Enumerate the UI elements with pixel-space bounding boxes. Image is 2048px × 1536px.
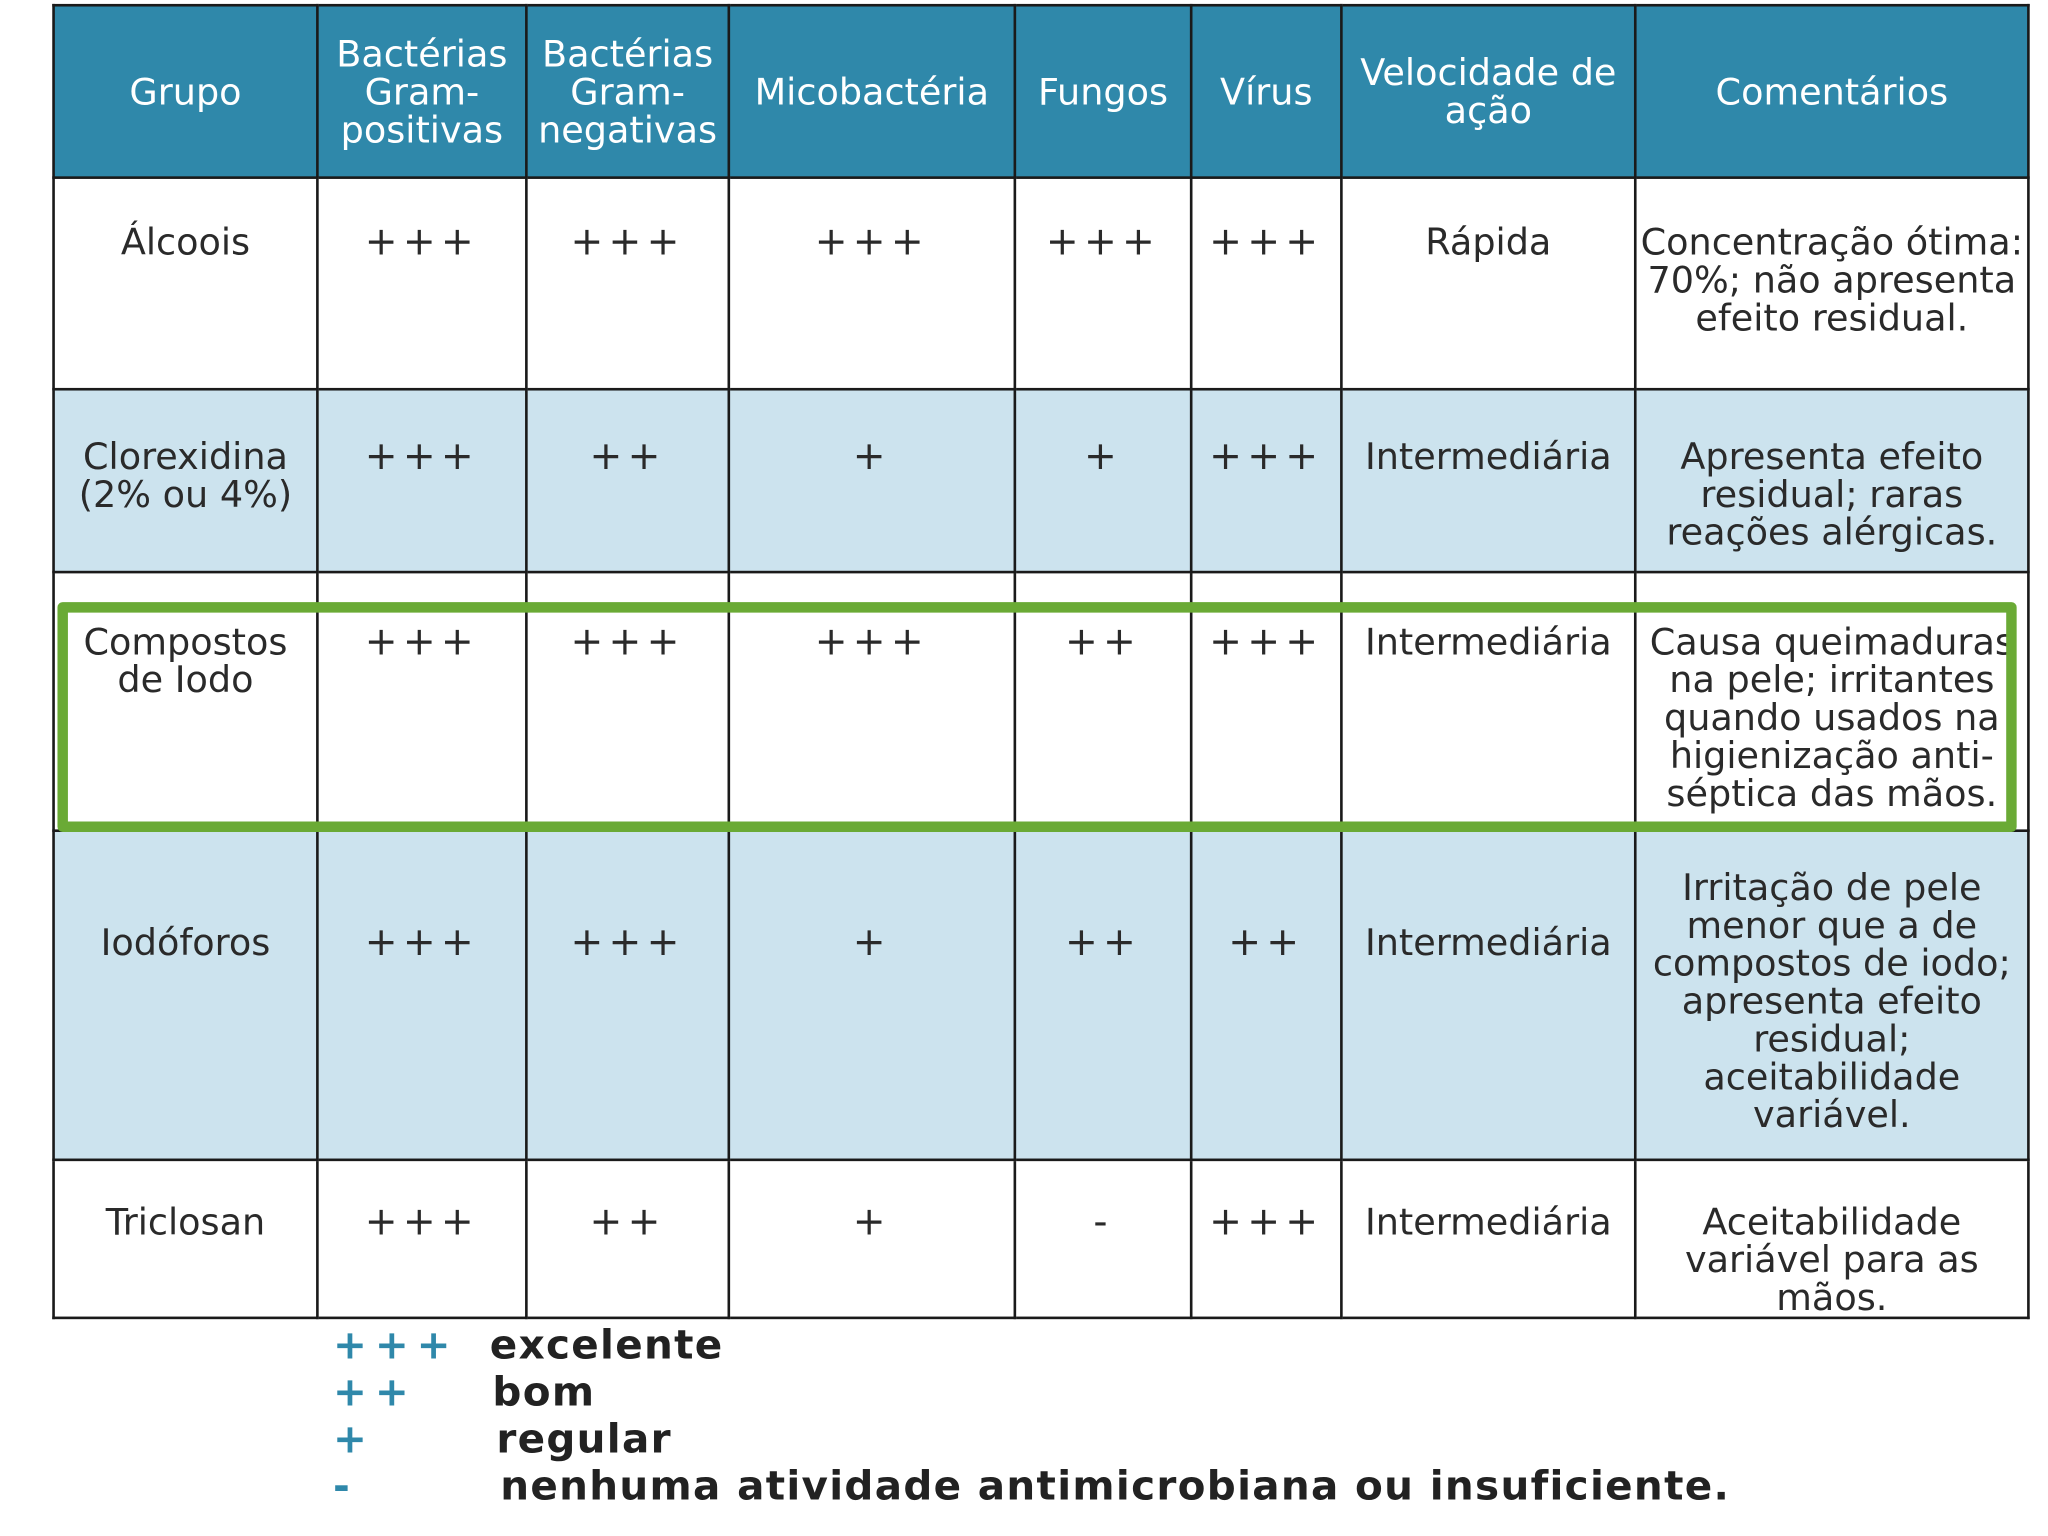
cell-micobacteria: +++: [729, 178, 1015, 390]
legend-symbol: -: [333, 1462, 358, 1510]
header-velocidade: Velocidade de ação: [1341, 5, 1635, 177]
cell-gram-negativas: +++: [526, 572, 728, 831]
cell-fungos: +: [1015, 389, 1191, 572]
cell-velocidade: Intermediária: [1341, 831, 1635, 1160]
cell-gram-positivas: +++: [317, 178, 526, 390]
cell-micobacteria: +: [729, 831, 1015, 1160]
cell-micobacteria: +++: [729, 572, 1015, 831]
cell-gram-negativas: +++: [526, 831, 728, 1160]
header-fungos: Fungos: [1015, 5, 1191, 177]
cell-virus: ++: [1191, 831, 1341, 1160]
table-row: [54, 178, 2029, 390]
cell-comentarios: Aceitabilidade variável para as mãos.: [1635, 1160, 2028, 1318]
legend-text: regular: [496, 1415, 672, 1463]
cell-grupo: Clorexidina (2% ou 4%): [54, 389, 318, 572]
header-comentarios: Comentários: [1635, 5, 2028, 177]
cell-gram-negativas: +++: [526, 178, 728, 390]
cell-comentarios: Concentração ótima: 70%; não apresenta efeito residual.: [1635, 178, 2028, 390]
table-row: [54, 831, 2029, 1160]
cell-gram-positivas: +++: [317, 389, 526, 572]
cell-micobacteria: +: [729, 1160, 1015, 1318]
header-virus: Vírus: [1191, 5, 1341, 177]
cell-gram-negativas: ++: [526, 1160, 728, 1318]
header-micobacteria: Micobactéria: [729, 5, 1015, 177]
cell-velocidade: Intermediária: [1341, 389, 1635, 572]
cell-comentarios: Irritação de pele menor que a de compostos de iodo; apresenta efeito residual; aceitabilidade variável.: [1635, 831, 2028, 1160]
cell-virus: +++: [1191, 572, 1341, 831]
legend-symbol: +: [333, 1415, 375, 1463]
table-row: [54, 389, 2029, 572]
legend-symbol: +++: [333, 1321, 459, 1369]
cell-velocidade: Rápida: [1341, 178, 1635, 390]
cell-fungos: +++: [1015, 178, 1191, 390]
header-gram-negativas: Bactérias Gram-negativas: [526, 5, 728, 177]
header-grupo: Grupo: [54, 5, 318, 177]
cell-grupo: Álcoois: [54, 178, 318, 390]
cell-virus: +++: [1191, 389, 1341, 572]
legend-text: excelente: [489, 1321, 724, 1369]
cell-fungos: -: [1015, 1160, 1191, 1318]
cell-gram-positivas: +++: [317, 572, 526, 831]
cell-comentarios: Apresenta efeito residual; raras reações alérgicas.: [1635, 389, 2028, 572]
header-gram-positivas: Bactérias Gram-positivas: [317, 5, 526, 177]
cell-comentarios: Causa queimaduras na pele; irritantes quando usados na higienização anti-séptica das mãos.: [1635, 572, 2028, 831]
cell-fungos: ++: [1015, 572, 1191, 831]
legend-symbol: ++: [333, 1368, 417, 1416]
cell-virus: +++: [1191, 1160, 1341, 1318]
antiseptic-comparison-table: [52, 4, 2029, 1319]
cell-velocidade: Intermediária: [1341, 572, 1635, 831]
cell-virus: +++: [1191, 178, 1341, 390]
cell-gram-negativas: ++: [526, 389, 728, 572]
legend-text: nenhuma atividade antimicrobiana ou insuficiente.: [500, 1462, 1731, 1510]
table-header-row: [54, 5, 2029, 177]
legend-text: bom: [492, 1368, 596, 1416]
cell-velocidade: Intermediária: [1341, 1160, 1635, 1318]
cell-grupo: Iodóforos: [54, 831, 318, 1160]
table-row: [54, 1160, 2029, 1318]
cell-grupo: Triclosan: [54, 1160, 318, 1318]
cell-gram-positivas: +++: [317, 831, 526, 1160]
table-row: [54, 572, 2029, 831]
cell-gram-positivas: +++: [317, 1160, 526, 1318]
cell-micobacteria: +: [729, 389, 1015, 572]
cell-fungos: ++: [1015, 831, 1191, 1160]
cell-grupo: Compostos de Iodo: [54, 572, 318, 831]
